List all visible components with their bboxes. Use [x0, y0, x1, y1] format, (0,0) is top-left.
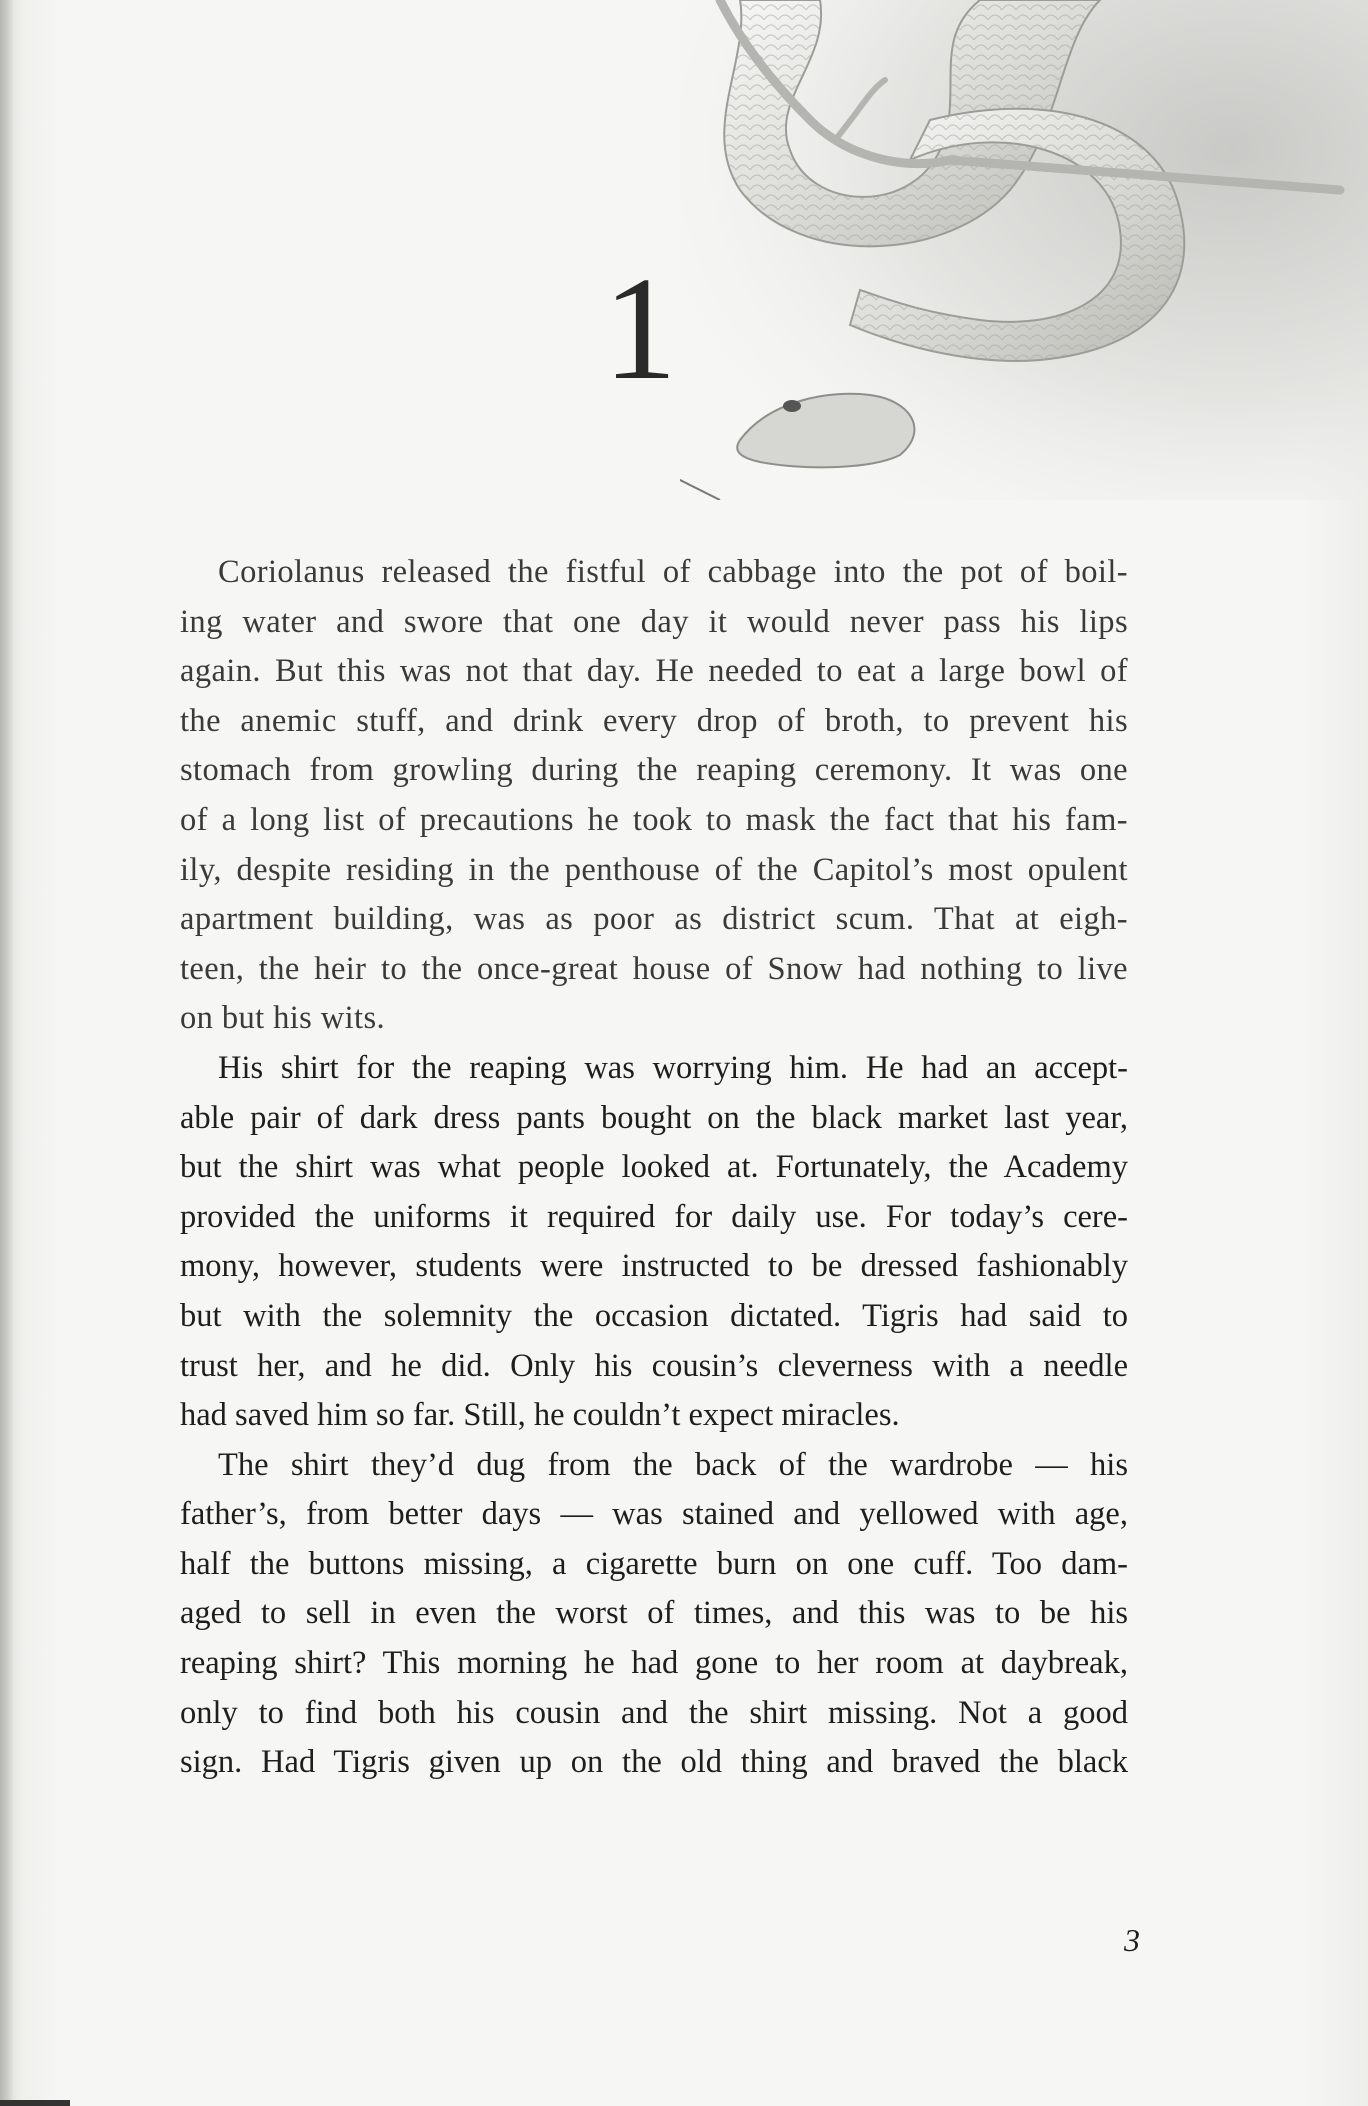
text-line: aged to sell in even the worst of times, and this was to be his — [180, 1595, 1128, 1632]
text-line: on but his wits. — [180, 1000, 386, 1037]
text-line: The shirt they’d dug from the back of the wardrobe — his — [218, 1446, 1128, 1483]
text-line: apartment building, was as poor as district scum. That at eigh- — [180, 901, 1128, 938]
page-gutter-shadow — [0, 0, 14, 2106]
text-line: stomach from growling during the reaping ceremony. It was one — [180, 752, 1128, 789]
text-line: sign. Had Tigris given up on the old thing and braved the black — [180, 1744, 1128, 1781]
text-line: teen, the heir to the once-great house of Snow had nothing to live — [180, 950, 1128, 987]
text-line: the anemic stuff, and drink every drop of broth, to prevent his — [180, 702, 1128, 739]
text-line: but the shirt was what people looked at. Fortunately, the Academy — [180, 1149, 1128, 1186]
text-line: of a long list of precautions he took to mask the fact that his fam- — [180, 801, 1128, 838]
paragraph-1 — [180, 548, 1128, 1044]
text-line: provided the uniforms it required for daily use. For today’s cere- — [180, 1198, 1128, 1235]
text-line: reaping shirt? This morning he had gone to her room at daybreak, — [180, 1645, 1128, 1682]
serpent-illustration — [680, 0, 1368, 500]
text-line: trust her, and he did. Only his cousin’s cleverness with a needle — [180, 1347, 1128, 1384]
text-line: His shirt for the reaping was worrying him. He had an accept- — [218, 1049, 1128, 1086]
text-line: only to find both his cousin and the shirt missing. Not a good — [180, 1694, 1128, 1731]
text-line: but with the solemnity the occasion dictated. Tigris had said to — [180, 1297, 1128, 1334]
text-line: again. But this was not that day. He needed to eat a large bowl of — [180, 653, 1128, 690]
chapter-body — [180, 548, 1128, 1788]
text-line: ily, despite residing in the penthouse of the Capitol’s most opulent — [180, 851, 1128, 888]
paragraph-2 — [180, 1044, 1128, 1441]
paragraph-3 — [180, 1441, 1128, 1788]
text-line: had saved him so far. Still, he couldn’t expect miracles. — [180, 1397, 900, 1434]
text-line: half the buttons missing, a cigarette burn on one cuff. Too dam- — [180, 1545, 1128, 1582]
chapter-number: 1 — [603, 247, 677, 411]
text-line: mony, however, students were instructed to be dressed fashionably — [180, 1248, 1128, 1285]
text-line: Coriolanus released the fistful of cabbage into the pot of boil- — [218, 554, 1128, 590]
text-line: able pair of dark dress pants bought on the black market last year, — [180, 1099, 1128, 1136]
scan-edge-mark — [0, 2100, 70, 2106]
text-line: father’s, from better days — was stained and yellowed with age, — [180, 1496, 1128, 1533]
page-number: 3 — [1124, 1922, 1140, 1958]
text-line: ing water and swore that one day it would never pass his lips — [180, 603, 1128, 640]
